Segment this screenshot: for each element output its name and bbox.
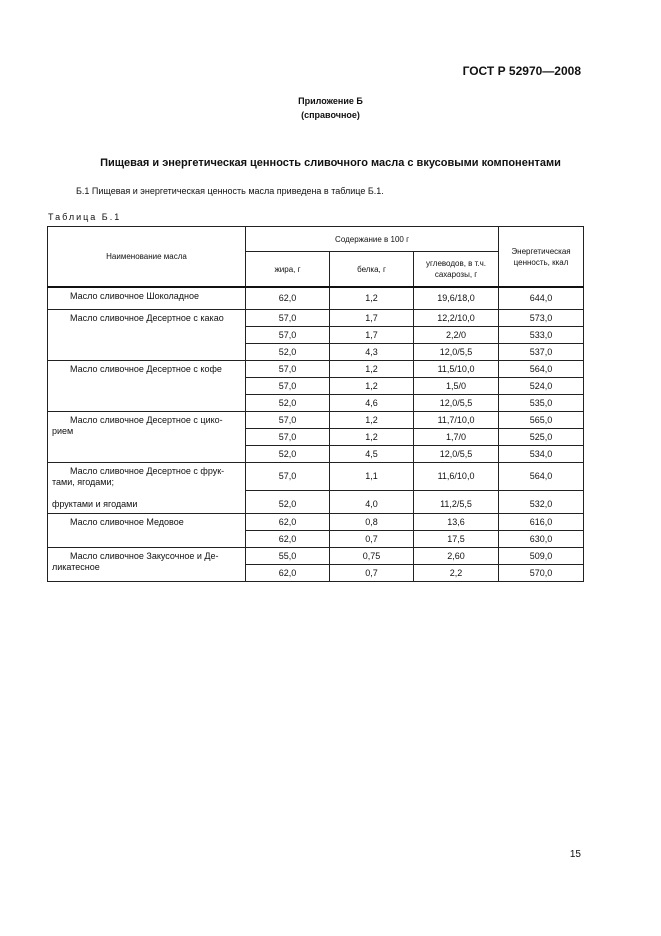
col-header-carbs: углеводов, в т.ч. сахарозы, г — [414, 252, 499, 288]
energy-cell: 565,0 — [499, 412, 584, 429]
appendix-heading — [0, 94, 661, 122]
col-header-protein: белка, г — [330, 252, 414, 288]
nutrition-table — [47, 226, 584, 582]
carbs-cell: 1,5/0 — [414, 378, 499, 395]
intro-paragraph: Б.1 Пищевая и энергетическая ценность масла приведена в таблице Б.1. — [76, 186, 384, 196]
protein-cell: 0,8 — [330, 514, 414, 531]
protein-cell: 0,7 — [330, 531, 414, 548]
appendix-type: (справочное) — [301, 110, 360, 120]
carbs-cell: 12,0/5,5 — [414, 344, 499, 361]
carbs-cell: 1,7/0 — [414, 429, 499, 446]
protein-cell: 1,2 — [330, 361, 414, 378]
protein-cell: 1,2 — [330, 412, 414, 429]
protein-cell: 1,2 — [330, 287, 414, 310]
table-row — [48, 514, 584, 531]
product-name-line: Масло сливочное Десертное с цико- — [70, 415, 223, 425]
carbs-cell: 11,7/10,0 — [414, 412, 499, 429]
protein-cell: 1,2 — [330, 378, 414, 395]
carbs-cell: 2,2/0 — [414, 327, 499, 344]
carbs-cell: 12,0/5,5 — [414, 395, 499, 412]
energy-cell: 533,0 — [499, 327, 584, 344]
fat-cell: 57,0 — [246, 463, 330, 491]
table-row — [48, 463, 584, 491]
fat-cell: 55,0 — [246, 548, 330, 565]
protein-cell: 4,0 — [330, 490, 414, 514]
fat-cell: 62,0 — [246, 565, 330, 582]
fat-cell: 52,0 — [246, 344, 330, 361]
fat-cell: 62,0 — [246, 514, 330, 531]
product-name: Масло сливочное Десертное с кофе — [48, 361, 246, 412]
fat-cell: 57,0 — [246, 327, 330, 344]
carbs-cell: 2,60 — [414, 548, 499, 565]
table-row — [48, 548, 584, 565]
energy-cell: 532,0 — [499, 490, 584, 514]
fat-cell: 57,0 — [246, 310, 330, 327]
energy-cell: 535,0 — [499, 395, 584, 412]
product-name — [48, 463, 246, 491]
carbs-cell: 2,2 — [414, 565, 499, 582]
fat-cell: 52,0 — [246, 395, 330, 412]
energy-cell: 564,0 — [499, 463, 584, 491]
fat-cell: 57,0 — [246, 412, 330, 429]
carbs-cell: 19,6/18,0 — [414, 287, 499, 310]
protein-cell: 1,7 — [330, 327, 414, 344]
carbs-cell: 17,5 — [414, 531, 499, 548]
col-header-fat: жира, г — [246, 252, 330, 288]
section-heading: Пищевая и энергетическая ценность сливочного масла с вкусовыми компонентами — [100, 157, 561, 169]
carbs-cell: 12,0/5,5 — [414, 446, 499, 463]
fat-cell: 57,0 — [246, 378, 330, 395]
table-header-row — [48, 227, 584, 252]
product-name — [48, 490, 246, 514]
table-row — [48, 490, 584, 514]
table-row — [48, 287, 584, 310]
product-name-line: рием — [52, 426, 74, 436]
energy-cell: 570,0 — [499, 565, 584, 582]
carbs-cell: 13,6 — [414, 514, 499, 531]
col-header-content: Содержание в 100 г — [246, 227, 499, 252]
energy-cell: 630,0 — [499, 531, 584, 548]
product-name-line: Масло сливочное Десертное с фрук- — [70, 466, 225, 476]
energy-cell: 534,0 — [499, 446, 584, 463]
energy-cell: 616,0 — [499, 514, 584, 531]
col-header-name: Наименование масла — [48, 227, 246, 288]
protein-cell: 4,3 — [330, 344, 414, 361]
protein-cell: 0,75 — [330, 548, 414, 565]
product-name: Масло сливочное Десертное с какао — [48, 310, 246, 361]
carbs-cell: 11,6/10,0 — [414, 463, 499, 491]
energy-cell: 573,0 — [499, 310, 584, 327]
product-name-line: тами, ягодами; — [52, 477, 114, 487]
protein-cell: 4,6 — [330, 395, 414, 412]
col-header-energy: Энергетическая ценность, ккал — [499, 227, 584, 288]
fat-cell: 52,0 — [246, 490, 330, 514]
fat-cell: 57,0 — [246, 361, 330, 378]
protein-cell: 1,2 — [330, 429, 414, 446]
product-name: Масло сливочное Шоколадное — [48, 287, 246, 310]
energy-cell: 509,0 — [499, 548, 584, 565]
product-name-line: ликатесное — [52, 562, 100, 572]
table-row — [48, 310, 584, 327]
fat-cell: 62,0 — [246, 531, 330, 548]
protein-cell: 1,1 — [330, 463, 414, 491]
page-number: 15 — [569, 849, 581, 860]
energy-cell: 564,0 — [499, 361, 584, 378]
carbs-cell: 11,5/10,0 — [414, 361, 499, 378]
protein-cell: 1,7 — [330, 310, 414, 327]
energy-cell: 524,0 — [499, 378, 584, 395]
table-caption: Таблица Б.1 — [48, 212, 122, 222]
table-row — [48, 361, 584, 378]
carbs-cell: 12,2/10,0 — [414, 310, 499, 327]
product-name — [48, 548, 246, 582]
appendix-title: Приложение Б — [298, 96, 363, 106]
fat-cell: 57,0 — [246, 429, 330, 446]
energy-cell: 525,0 — [499, 429, 584, 446]
product-name: Масло сливочное Медовое — [48, 514, 246, 548]
product-name — [48, 412, 246, 463]
fat-cell: 62,0 — [246, 287, 330, 310]
standard-number: ГОСТ Р 52970—2008 — [462, 64, 581, 78]
product-name-line: Масло сливочное Закусочное и Де- — [70, 551, 219, 561]
energy-cell: 644,0 — [499, 287, 584, 310]
table-row — [48, 412, 584, 429]
fat-cell: 52,0 — [246, 446, 330, 463]
energy-cell: 537,0 — [499, 344, 584, 361]
protein-cell: 0,7 — [330, 565, 414, 582]
carbs-cell: 11,2/5,5 — [414, 490, 499, 514]
product-name-line: фруктами и ягодами — [52, 499, 138, 509]
protein-cell: 4,5 — [330, 446, 414, 463]
